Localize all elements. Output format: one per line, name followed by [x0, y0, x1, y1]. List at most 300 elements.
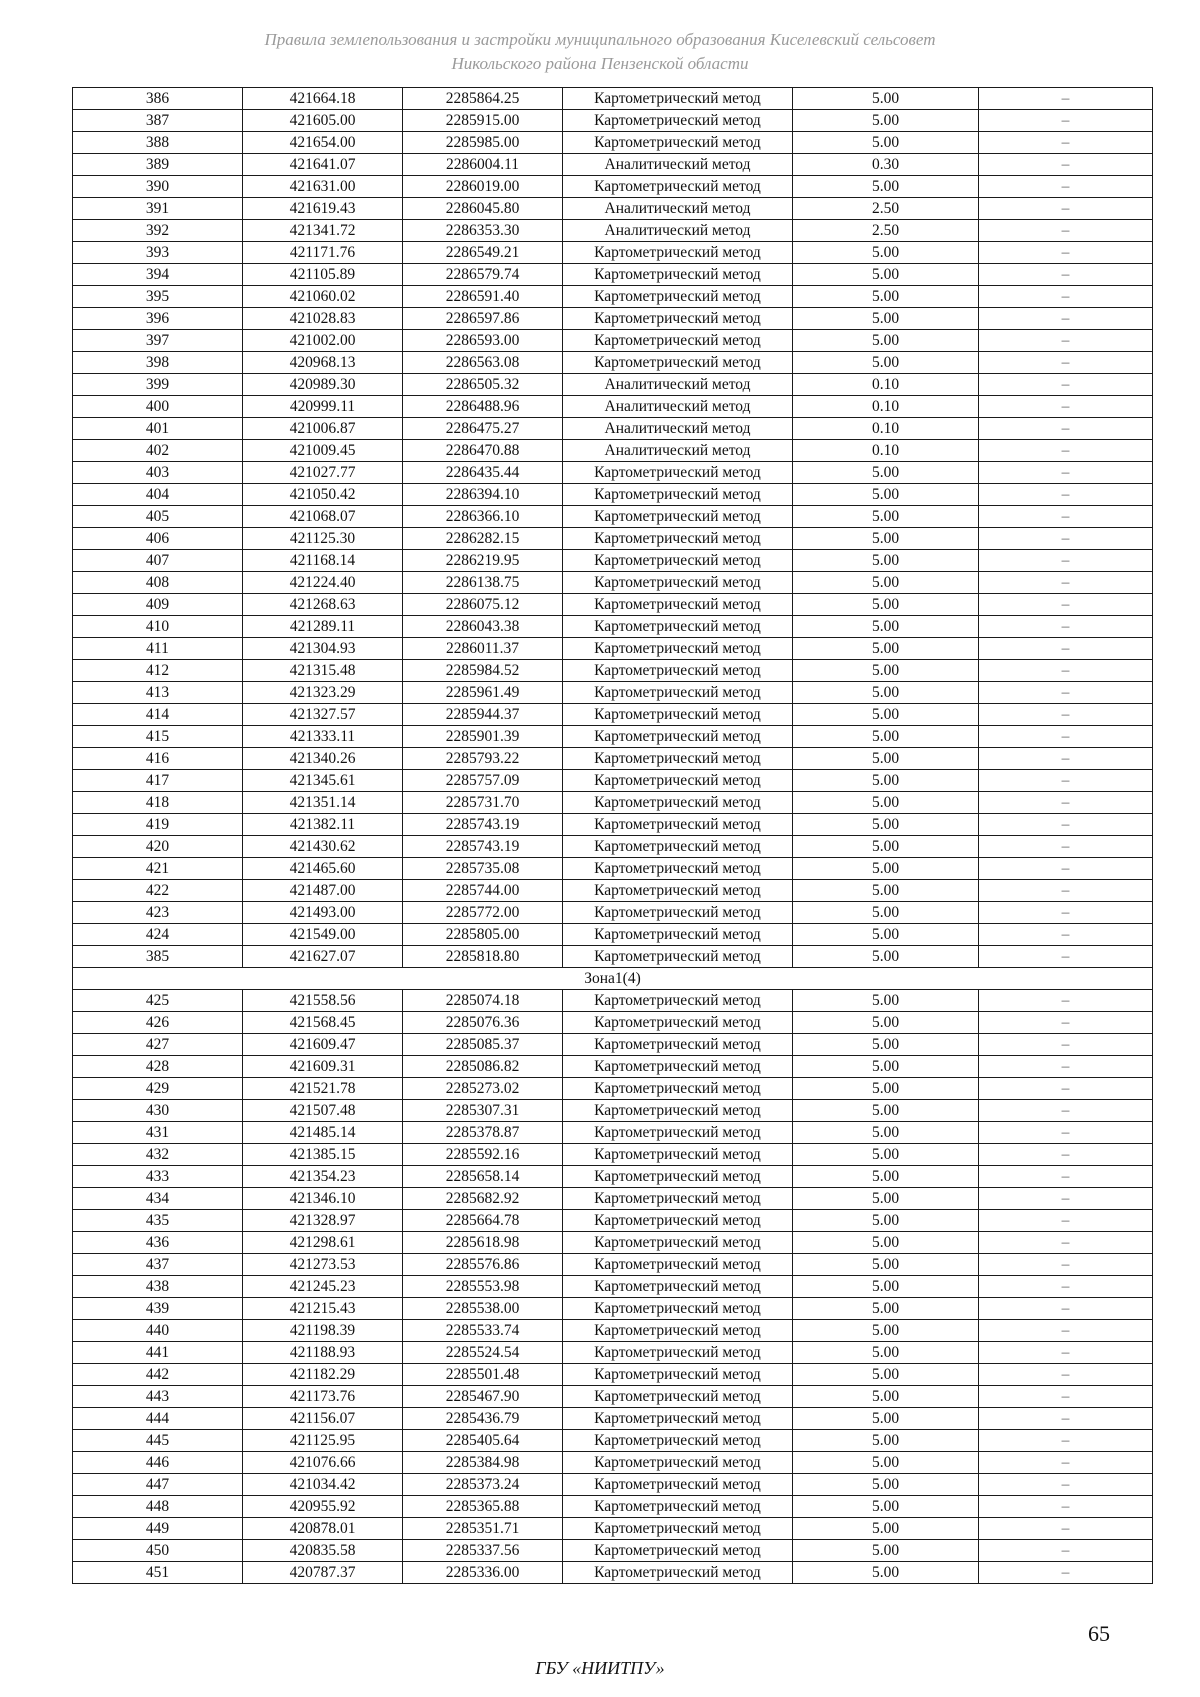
y-coordinate-cell: 2285961.49	[403, 682, 563, 704]
accuracy-cell: 5.00	[793, 1276, 979, 1298]
method-cell: Картометрический метод	[563, 814, 793, 836]
method-cell: Картометрический метод	[563, 1474, 793, 1496]
table-row	[73, 176, 1153, 198]
x-coordinate-cell: 421060.02	[243, 286, 403, 308]
method-cell: Картометрический метод	[563, 902, 793, 924]
accuracy-cell: 5.00	[793, 132, 979, 154]
method-cell: Картометрический метод	[563, 1254, 793, 1276]
table-row	[73, 836, 1153, 858]
y-coordinate-cell: 2285743.19	[403, 814, 563, 836]
y-coordinate-cell: 2285805.00	[403, 924, 563, 946]
table-row	[73, 1166, 1153, 1188]
accuracy-cell: 5.00	[793, 176, 979, 198]
point-number-cell: 403	[73, 462, 243, 484]
x-coordinate-cell: 421521.78	[243, 1078, 403, 1100]
x-coordinate-cell: 421168.14	[243, 550, 403, 572]
table-row	[73, 220, 1153, 242]
y-coordinate-cell: 2285944.37	[403, 704, 563, 726]
method-cell: Картометрический метод	[563, 616, 793, 638]
accuracy-cell: 5.00	[793, 726, 979, 748]
y-coordinate-cell: 2285533.74	[403, 1320, 563, 1342]
description-cell: –	[979, 396, 1153, 418]
x-coordinate-cell: 421273.53	[243, 1254, 403, 1276]
y-coordinate-cell: 2285436.79	[403, 1408, 563, 1430]
x-coordinate-cell: 421641.07	[243, 154, 403, 176]
table-row	[73, 88, 1153, 110]
method-cell: Картометрический метод	[563, 792, 793, 814]
x-coordinate-cell: 421173.76	[243, 1386, 403, 1408]
description-cell: –	[979, 946, 1153, 968]
x-coordinate-cell: 421006.87	[243, 418, 403, 440]
y-coordinate-cell: 2286394.10	[403, 484, 563, 506]
point-number-cell: 428	[73, 1056, 243, 1078]
accuracy-cell: 5.00	[793, 770, 979, 792]
method-cell: Картометрический метод	[563, 286, 793, 308]
point-number-cell: 395	[73, 286, 243, 308]
y-coordinate-cell: 2285378.87	[403, 1122, 563, 1144]
y-coordinate-cell: 2285273.02	[403, 1078, 563, 1100]
point-number-cell: 442	[73, 1364, 243, 1386]
x-coordinate-cell: 421050.42	[243, 484, 403, 506]
point-number-cell: 393	[73, 242, 243, 264]
method-cell: Картометрический метод	[563, 1034, 793, 1056]
x-coordinate-cell: 421156.07	[243, 1408, 403, 1430]
x-coordinate-cell: 421304.93	[243, 638, 403, 660]
accuracy-cell: 5.00	[793, 1452, 979, 1474]
x-coordinate-cell: 421002.00	[243, 330, 403, 352]
accuracy-cell: 5.00	[793, 704, 979, 726]
description-cell: –	[979, 198, 1153, 220]
accuracy-cell: 5.00	[793, 1078, 979, 1100]
method-cell: Картометрический метод	[563, 1078, 793, 1100]
description-cell: –	[979, 1210, 1153, 1232]
point-number-cell: 416	[73, 748, 243, 770]
x-coordinate-cell: 421009.45	[243, 440, 403, 462]
method-cell: Картометрический метод	[563, 1144, 793, 1166]
table-row	[73, 704, 1153, 726]
y-coordinate-cell: 2286549.21	[403, 242, 563, 264]
header-line-2: Никольского района Пензенской области	[451, 54, 749, 73]
method-cell: Картометрический метод	[563, 1342, 793, 1364]
x-coordinate-cell: 421327.57	[243, 704, 403, 726]
method-cell: Картометрический метод	[563, 1166, 793, 1188]
x-coordinate-cell: 421125.30	[243, 528, 403, 550]
point-number-cell: 410	[73, 616, 243, 638]
accuracy-cell: 5.00	[793, 748, 979, 770]
x-coordinate-cell: 420835.58	[243, 1540, 403, 1562]
table-row	[73, 132, 1153, 154]
y-coordinate-cell: 2285744.00	[403, 880, 563, 902]
x-coordinate-cell: 421215.43	[243, 1298, 403, 1320]
y-coordinate-cell: 2286579.74	[403, 264, 563, 286]
method-cell: Картометрический метод	[563, 748, 793, 770]
accuracy-cell: 5.00	[793, 594, 979, 616]
description-cell: –	[979, 1298, 1153, 1320]
description-cell: –	[979, 528, 1153, 550]
y-coordinate-cell: 2285818.80	[403, 946, 563, 968]
x-coordinate-cell: 421568.45	[243, 1012, 403, 1034]
point-number-cell: 387	[73, 110, 243, 132]
point-number-cell: 400	[73, 396, 243, 418]
description-cell: –	[979, 132, 1153, 154]
accuracy-cell: 5.00	[793, 484, 979, 506]
x-coordinate-cell: 421028.83	[243, 308, 403, 330]
method-cell: Картометрический метод	[563, 1540, 793, 1562]
point-number-cell: 407	[73, 550, 243, 572]
method-cell: Картометрический метод	[563, 660, 793, 682]
point-number-cell: 450	[73, 1540, 243, 1562]
description-cell: –	[979, 1540, 1153, 1562]
x-coordinate-cell: 421171.76	[243, 242, 403, 264]
x-coordinate-cell: 421558.56	[243, 990, 403, 1012]
page-number: 65	[1088, 1621, 1110, 1646]
table-row	[73, 198, 1153, 220]
x-coordinate-cell: 421609.47	[243, 1034, 403, 1056]
table-row	[73, 440, 1153, 462]
x-coordinate-cell: 421333.11	[243, 726, 403, 748]
y-coordinate-cell: 2285757.09	[403, 770, 563, 792]
description-cell: –	[979, 1496, 1153, 1518]
x-coordinate-cell: 421289.11	[243, 616, 403, 638]
table-row	[73, 616, 1153, 638]
method-cell: Картометрический метод	[563, 990, 793, 1012]
accuracy-cell: 5.00	[793, 1254, 979, 1276]
method-cell: Картометрический метод	[563, 88, 793, 110]
point-number-cell: 402	[73, 440, 243, 462]
y-coordinate-cell: 2285915.00	[403, 110, 563, 132]
x-coordinate-cell: 420968.13	[243, 352, 403, 374]
point-number-cell: 425	[73, 990, 243, 1012]
x-coordinate-cell: 421619.43	[243, 198, 403, 220]
description-cell: –	[979, 1320, 1153, 1342]
y-coordinate-cell: 2285772.00	[403, 902, 563, 924]
accuracy-cell: 5.00	[793, 1166, 979, 1188]
point-number-cell: 397	[73, 330, 243, 352]
accuracy-cell: 5.00	[793, 1364, 979, 1386]
point-number-cell: 406	[73, 528, 243, 550]
table-row	[73, 462, 1153, 484]
description-cell: –	[979, 836, 1153, 858]
point-number-cell: 441	[73, 1342, 243, 1364]
description-cell: –	[979, 572, 1153, 594]
y-coordinate-cell: 2285985.00	[403, 132, 563, 154]
point-number-cell: 401	[73, 418, 243, 440]
method-cell: Картометрический метод	[563, 264, 793, 286]
zone-title-row	[73, 968, 1153, 990]
table-row	[73, 1188, 1153, 1210]
accuracy-cell: 5.00	[793, 1298, 979, 1320]
accuracy-cell: 5.00	[793, 880, 979, 902]
description-cell: –	[979, 1166, 1153, 1188]
page-footer: ГБУ «НИИТПУ»	[535, 1658, 665, 1678]
y-coordinate-cell: 2285086.82	[403, 1056, 563, 1078]
point-number-cell: 386	[73, 88, 243, 110]
x-coordinate-cell: 421027.77	[243, 462, 403, 484]
table-row	[73, 1386, 1153, 1408]
method-cell: Картометрический метод	[563, 1518, 793, 1540]
x-coordinate-cell: 421182.29	[243, 1364, 403, 1386]
accuracy-cell: 5.00	[793, 1188, 979, 1210]
point-number-cell: 419	[73, 814, 243, 836]
method-cell: Картометрический метод	[563, 506, 793, 528]
accuracy-cell: 5.00	[793, 1496, 979, 1518]
point-number-cell: 440	[73, 1320, 243, 1342]
description-cell: –	[979, 1386, 1153, 1408]
accuracy-cell: 5.00	[793, 242, 979, 264]
description-cell: –	[979, 1562, 1153, 1584]
table-row	[73, 1122, 1153, 1144]
accuracy-cell: 5.00	[793, 1386, 979, 1408]
point-number-cell: 392	[73, 220, 243, 242]
y-coordinate-cell: 2285664.78	[403, 1210, 563, 1232]
y-coordinate-cell: 2285864.25	[403, 88, 563, 110]
table-row	[73, 946, 1153, 968]
method-cell: Картометрический метод	[563, 726, 793, 748]
point-number-cell: 451	[73, 1562, 243, 1584]
description-cell: –	[979, 1078, 1153, 1100]
method-cell: Картометрический метод	[563, 858, 793, 880]
description-cell: –	[979, 308, 1153, 330]
table-row	[73, 1144, 1153, 1166]
point-number-cell: 421	[73, 858, 243, 880]
description-cell: –	[979, 264, 1153, 286]
y-coordinate-cell: 2285076.36	[403, 1012, 563, 1034]
description-cell: –	[979, 1056, 1153, 1078]
point-number-cell: 426	[73, 1012, 243, 1034]
description-cell: –	[979, 1144, 1153, 1166]
accuracy-cell: 5.00	[793, 1210, 979, 1232]
x-coordinate-cell: 421224.40	[243, 572, 403, 594]
method-cell: Картометрический метод	[563, 308, 793, 330]
accuracy-cell: 2.50	[793, 198, 979, 220]
table-row	[73, 726, 1153, 748]
accuracy-cell: 5.00	[793, 836, 979, 858]
accuracy-cell: 5.00	[793, 1562, 979, 1584]
y-coordinate-cell: 2285524.54	[403, 1342, 563, 1364]
accuracy-cell: 5.00	[793, 1100, 979, 1122]
accuracy-cell: 5.00	[793, 1342, 979, 1364]
accuracy-cell: 5.00	[793, 1320, 979, 1342]
y-coordinate-cell: 2285553.98	[403, 1276, 563, 1298]
point-number-cell: 436	[73, 1232, 243, 1254]
table-row	[73, 1320, 1153, 1342]
method-cell: Картометрический метод	[563, 176, 793, 198]
description-cell: –	[979, 1474, 1153, 1496]
point-number-cell: 420	[73, 836, 243, 858]
accuracy-cell: 5.00	[793, 1144, 979, 1166]
method-cell: Картометрический метод	[563, 682, 793, 704]
point-number-cell: 409	[73, 594, 243, 616]
method-cell: Аналитический метод	[563, 198, 793, 220]
description-cell: –	[979, 638, 1153, 660]
table-row	[73, 396, 1153, 418]
method-cell: Картометрический метод	[563, 528, 793, 550]
point-number-cell: 389	[73, 154, 243, 176]
description-cell: –	[979, 660, 1153, 682]
y-coordinate-cell: 2285618.98	[403, 1232, 563, 1254]
table-row	[73, 1452, 1153, 1474]
table-row	[73, 1276, 1153, 1298]
point-number-cell: 417	[73, 770, 243, 792]
accuracy-cell: 5.00	[793, 1232, 979, 1254]
table-row	[73, 484, 1153, 506]
accuracy-cell: 5.00	[793, 88, 979, 110]
method-cell: Картометрический метод	[563, 1496, 793, 1518]
description-cell: –	[979, 440, 1153, 462]
table-row	[73, 1540, 1153, 1562]
method-cell: Картометрический метод	[563, 1122, 793, 1144]
x-coordinate-cell: 421198.39	[243, 1320, 403, 1342]
x-coordinate-cell: 421188.93	[243, 1342, 403, 1364]
accuracy-cell: 5.00	[793, 1122, 979, 1144]
method-cell: Картометрический метод	[563, 1232, 793, 1254]
x-coordinate-cell: 421298.61	[243, 1232, 403, 1254]
table-row	[73, 792, 1153, 814]
description-cell: –	[979, 88, 1153, 110]
accuracy-cell: 0.10	[793, 418, 979, 440]
table-row	[73, 1496, 1153, 1518]
table-row	[73, 660, 1153, 682]
description-cell: –	[979, 1452, 1153, 1474]
point-number-cell: 431	[73, 1122, 243, 1144]
description-cell: –	[979, 990, 1153, 1012]
table-row	[73, 242, 1153, 264]
point-number-cell: 432	[73, 1144, 243, 1166]
y-coordinate-cell: 2285074.18	[403, 990, 563, 1012]
description-cell: –	[979, 1012, 1153, 1034]
method-cell: Картометрический метод	[563, 110, 793, 132]
x-coordinate-cell: 421068.07	[243, 506, 403, 528]
y-coordinate-cell: 2285576.86	[403, 1254, 563, 1276]
accuracy-cell: 5.00	[793, 352, 979, 374]
x-coordinate-cell: 421631.00	[243, 176, 403, 198]
header-line-1: Правила землепользования и застройки муниципального образования Киселевский сельсовет	[264, 30, 936, 49]
table-row	[73, 990, 1153, 1012]
y-coordinate-cell: 2285365.88	[403, 1496, 563, 1518]
method-cell: Картометрический метод	[563, 550, 793, 572]
y-coordinate-cell: 2285467.90	[403, 1386, 563, 1408]
y-coordinate-cell: 2286591.40	[403, 286, 563, 308]
point-number-cell: 418	[73, 792, 243, 814]
coordinates-table	[72, 87, 1153, 1584]
accuracy-cell: 5.00	[793, 814, 979, 836]
method-cell: Картометрический метод	[563, 1188, 793, 1210]
description-cell: –	[979, 1518, 1153, 1540]
point-number-cell: 446	[73, 1452, 243, 1474]
point-number-cell: 394	[73, 264, 243, 286]
table-row	[73, 1254, 1153, 1276]
description-cell: –	[979, 1232, 1153, 1254]
y-coordinate-cell: 2286004.11	[403, 154, 563, 176]
description-cell: –	[979, 242, 1153, 264]
description-cell: –	[979, 286, 1153, 308]
description-cell: –	[979, 1430, 1153, 1452]
method-cell: Картометрический метод	[563, 704, 793, 726]
accuracy-cell: 5.00	[793, 660, 979, 682]
method-cell: Аналитический метод	[563, 396, 793, 418]
table-row	[73, 374, 1153, 396]
point-number-cell: 437	[73, 1254, 243, 1276]
point-number-cell: 434	[73, 1188, 243, 1210]
table-row	[73, 110, 1153, 132]
method-cell: Картометрический метод	[563, 330, 793, 352]
x-coordinate-cell: 421076.66	[243, 1452, 403, 1474]
description-cell: –	[979, 1254, 1153, 1276]
x-coordinate-cell: 421664.18	[243, 88, 403, 110]
accuracy-cell: 5.00	[793, 1056, 979, 1078]
y-coordinate-cell: 2286219.95	[403, 550, 563, 572]
y-coordinate-cell: 2286019.00	[403, 176, 563, 198]
table-row	[73, 264, 1153, 286]
method-cell: Аналитический метод	[563, 154, 793, 176]
table-row	[73, 1034, 1153, 1056]
table-row	[73, 528, 1153, 550]
accuracy-cell: 5.00	[793, 638, 979, 660]
table-row	[73, 594, 1153, 616]
description-cell: –	[979, 616, 1153, 638]
x-coordinate-cell: 421549.00	[243, 924, 403, 946]
table-row	[73, 352, 1153, 374]
method-cell: Картометрический метод	[563, 880, 793, 902]
description-cell: –	[979, 1408, 1153, 1430]
table-row	[73, 748, 1153, 770]
table-row	[73, 1056, 1153, 1078]
accuracy-cell: 5.00	[793, 616, 979, 638]
description-cell: –	[979, 1364, 1153, 1386]
x-coordinate-cell: 421385.15	[243, 1144, 403, 1166]
table-row	[73, 1342, 1153, 1364]
y-coordinate-cell: 2286470.88	[403, 440, 563, 462]
table-row	[73, 682, 1153, 704]
point-number-cell: 430	[73, 1100, 243, 1122]
y-coordinate-cell: 2285793.22	[403, 748, 563, 770]
description-cell: –	[979, 1188, 1153, 1210]
description-cell: –	[979, 924, 1153, 946]
description-cell: –	[979, 704, 1153, 726]
y-coordinate-cell: 2286593.00	[403, 330, 563, 352]
accuracy-cell: 5.00	[793, 308, 979, 330]
description-cell: –	[979, 880, 1153, 902]
x-coordinate-cell: 420787.37	[243, 1562, 403, 1584]
description-cell: –	[979, 220, 1153, 242]
x-coordinate-cell: 421034.42	[243, 1474, 403, 1496]
point-number-cell: 385	[73, 946, 243, 968]
method-cell: Картометрический метод	[563, 484, 793, 506]
x-coordinate-cell: 420989.30	[243, 374, 403, 396]
description-cell: –	[979, 176, 1153, 198]
method-cell: Картометрический метод	[563, 352, 793, 374]
table-row	[73, 902, 1153, 924]
accuracy-cell: 0.10	[793, 396, 979, 418]
description-cell: –	[979, 550, 1153, 572]
x-coordinate-cell: 421351.14	[243, 792, 403, 814]
x-coordinate-cell: 421605.00	[243, 110, 403, 132]
x-coordinate-cell: 421105.89	[243, 264, 403, 286]
description-cell: –	[979, 1034, 1153, 1056]
table-row	[73, 286, 1153, 308]
point-number-cell: 433	[73, 1166, 243, 1188]
table-row	[73, 1474, 1153, 1496]
x-coordinate-cell: 421354.23	[243, 1166, 403, 1188]
accuracy-cell: 5.00	[793, 572, 979, 594]
description-cell: –	[979, 110, 1153, 132]
method-cell: Картометрический метод	[563, 1320, 793, 1342]
y-coordinate-cell: 2286353.30	[403, 220, 563, 242]
method-cell: Картометрический метод	[563, 572, 793, 594]
point-number-cell: 415	[73, 726, 243, 748]
accuracy-cell: 0.10	[793, 374, 979, 396]
accuracy-cell: 5.00	[793, 1430, 979, 1452]
